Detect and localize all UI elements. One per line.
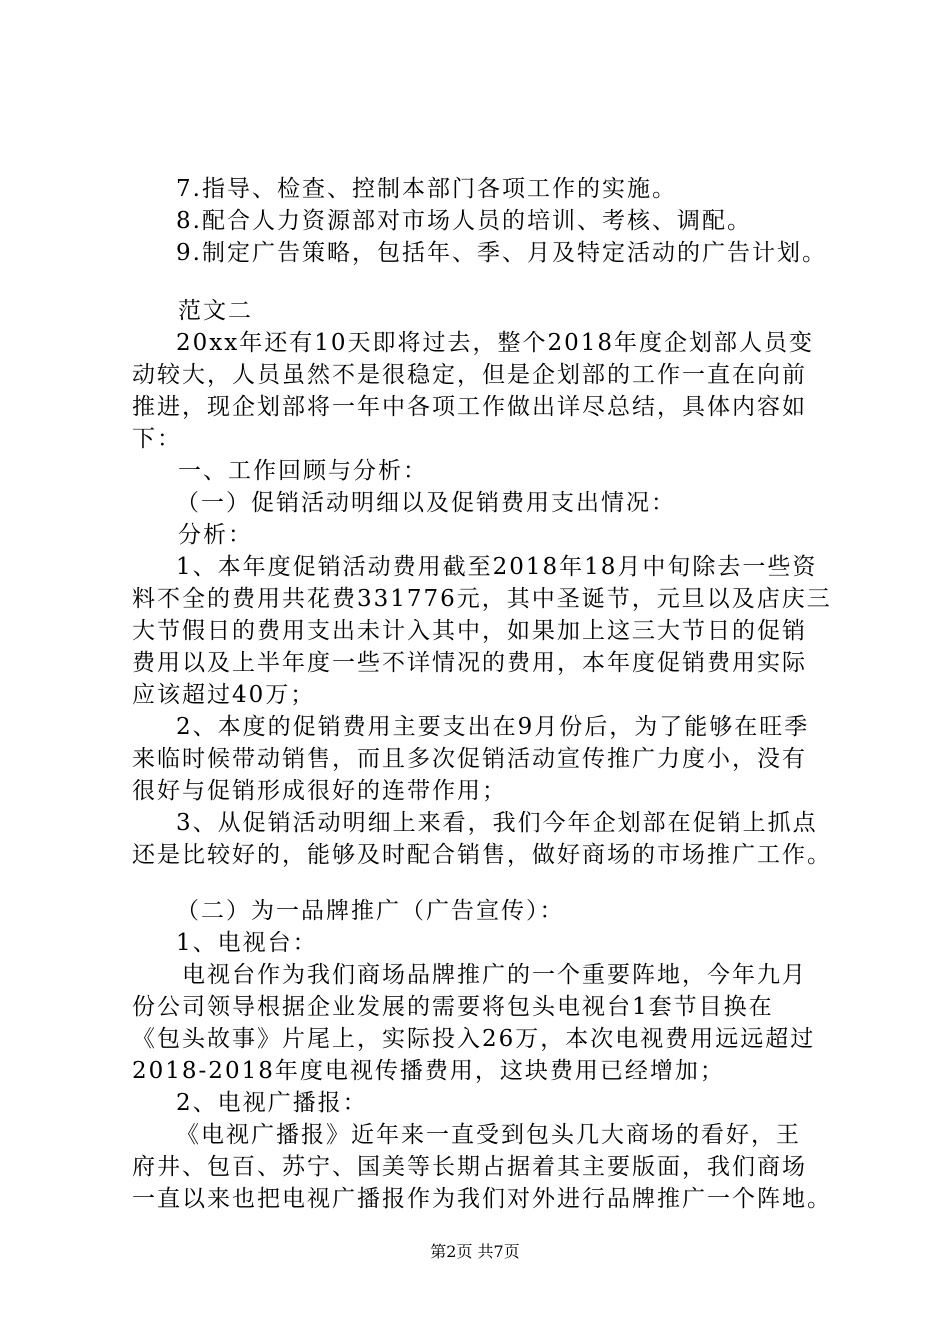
section-heading: 范文二 — [178, 298, 253, 324]
text-line: （一）促销活动明细以及促销费用支出情况： — [176, 490, 676, 516]
text-line: 动较大，人员虽然不是很稳定，但是企划部的工作一直在向前 — [132, 362, 807, 388]
text-line: 大节假日的费用支出未计入其中，如果加上这三大节日的促销 — [132, 618, 807, 644]
text-line: 9.制定广告策略，包括年、季、月及特定活动的广告计划。 — [176, 240, 827, 266]
text-line: 下： — [132, 426, 182, 452]
text-line: 料不全的费用共花费331776元，其中圣诞节，元旦以及店庆三 — [132, 586, 832, 612]
text-line: 还是比较好的，能够及时配合销售，做好商场的市场推广工作。 — [132, 842, 832, 868]
text-line: 1、本年度促销活动费用截至2018年18月中旬除去一些资 — [176, 554, 818, 580]
text-line: 一、工作回顾与分析： — [178, 458, 428, 484]
text-line: 2、电视广播报： — [176, 1090, 368, 1116]
text-line: 推进，现企划部将一年中各项工作做出详尽总结，具体内容如 — [132, 394, 807, 420]
text-line: 2、本度的促销费用主要支出在9月份后，为了能够在旺季 — [176, 714, 810, 740]
page-footer: 第2页 共7页 — [430, 1242, 520, 1261]
text-line: 7.指导、检查、控制本部门各项工作的实施。 — [176, 176, 677, 202]
text-line: 电视台作为我们商场品牌推广的一个重要阵地，今年九月 — [182, 962, 807, 988]
text-line: 分析： — [178, 522, 253, 548]
text-line: 一直以来也把电视广播报作为我们对外进行品牌推广一个阵地。 — [132, 1186, 832, 1212]
text-line: 《电视广播报》近年来一直受到包头几大商场的看好，王 — [176, 1122, 801, 1148]
text-line: 1、电视台： — [176, 930, 318, 956]
text-line: 来临时候带动销售，而且多次促销活动宣传推广力度小，没有 — [132, 746, 807, 772]
text-line: 很好与促销形成很好的连带作用； — [132, 778, 507, 804]
text-line: 应该超过40万； — [132, 682, 316, 708]
text-line: 《包头故事》片尾上，实际投入26万，本次电视费用远远超过 — [132, 1026, 816, 1052]
text-line: （二）为一品牌推广（广告宣传）： — [176, 898, 565, 924]
text-line: 份公司领导根据企业发展的需要将包头电视台1套节目换在 — [132, 994, 774, 1020]
text-line: 府井、包百、苏宁、国美等长期占据着其主要版面，我们商场 — [132, 1154, 807, 1180]
text-line: 2018-2018年度电视传播费用，这块费用已经增加； — [132, 1058, 725, 1084]
text-line: 3、从促销活动明细上来看，我们今年企划部在促销上抓点 — [176, 810, 818, 836]
text-line: 8.配合人力资源部对市场人员的培训、考核、调配。 — [176, 208, 752, 234]
text-line: 费用以及上半年度一些不详情况的费用，本年度促销费用实际 — [132, 650, 807, 676]
text-line: 20xx年还有10天即将过去，整个2018年度企划部人员变 — [176, 330, 815, 356]
